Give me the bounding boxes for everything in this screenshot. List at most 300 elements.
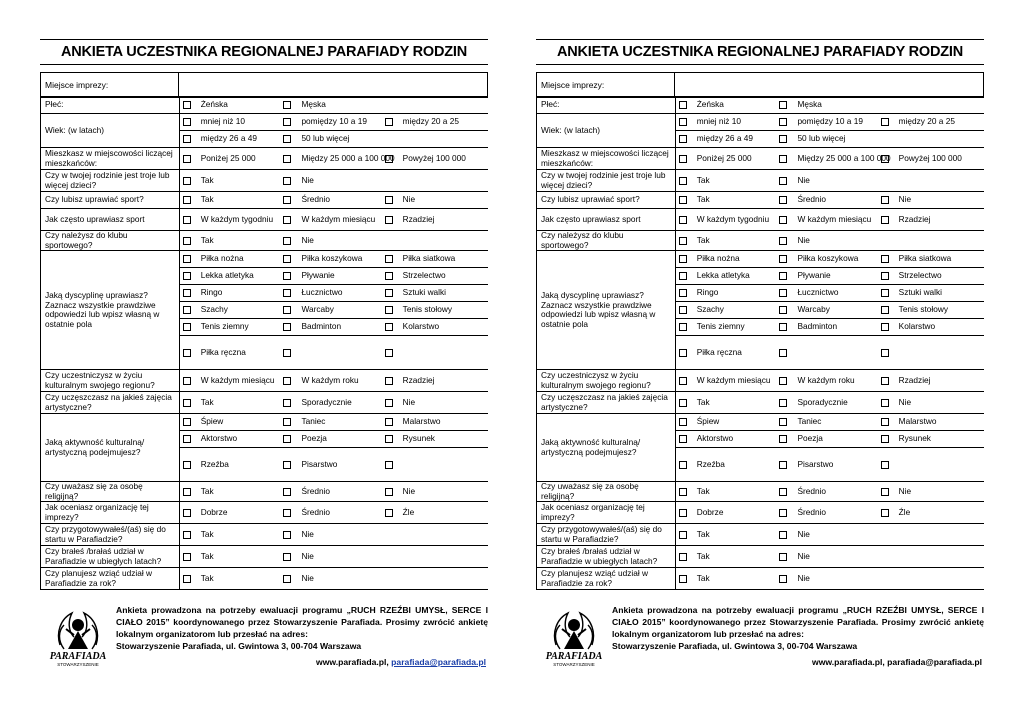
checkbox-icon[interactable] <box>183 196 191 204</box>
checkbox-icon[interactable] <box>283 135 291 143</box>
answer-option <box>179 482 280 502</box>
checkbox-icon[interactable] <box>779 399 787 407</box>
answer-option <box>776 148 891 170</box>
checkbox-icon[interactable] <box>881 196 889 204</box>
checkbox-icon[interactable] <box>183 488 191 496</box>
checkbox-icon[interactable] <box>679 118 687 126</box>
checkbox-icon[interactable] <box>183 575 191 583</box>
answer-option <box>179 414 280 431</box>
question-row <box>41 170 489 192</box>
checkbox-icon[interactable] <box>385 349 393 357</box>
checkbox-icon[interactable] <box>679 531 687 539</box>
checkbox-icon[interactable] <box>183 255 191 263</box>
checkbox-icon[interactable] <box>283 177 291 185</box>
parafiada-logo <box>46 605 110 669</box>
answer-option-label: Tak <box>696 396 710 407</box>
question-label: Czy należysz do klubu sportowego? <box>537 231 676 251</box>
checkbox-icon[interactable] <box>283 418 291 426</box>
answer-option-label: Nie <box>402 194 416 205</box>
checkbox-icon[interactable] <box>183 272 191 280</box>
checkbox-icon[interactable] <box>779 306 787 314</box>
answer-option-label: Średnio <box>797 506 827 517</box>
answer-option <box>776 370 877 392</box>
checkbox-icon[interactable] <box>679 155 687 163</box>
answer-option-label: mniej niż 10 <box>200 116 245 127</box>
answer-option-label: Piłka nożna <box>696 253 740 264</box>
empty-cell <box>878 231 984 251</box>
answer-option <box>382 209 488 231</box>
answer-option-label: Męska <box>301 99 326 110</box>
answer-option-label: Tak <box>200 485 214 496</box>
checkbox-icon[interactable] <box>183 135 191 143</box>
answer-option-label: Tenis stołowy <box>898 304 949 315</box>
answer-option-label: Łucznictwo <box>301 287 343 298</box>
event-place-label: Miejsce imprezy: <box>541 80 605 90</box>
checkbox-icon[interactable] <box>679 135 687 143</box>
checkbox-icon[interactable] <box>679 177 687 185</box>
answer-option-label: 50 lub więcej <box>797 133 846 144</box>
checkbox-icon[interactable] <box>283 553 291 561</box>
checkbox-icon[interactable] <box>779 575 787 583</box>
answer-option-label: Nie <box>797 572 810 583</box>
checkbox-icon[interactable] <box>881 435 889 443</box>
checkbox-icon[interactable] <box>881 488 889 496</box>
question-row <box>537 568 985 590</box>
checkbox-icon[interactable] <box>679 553 687 561</box>
question-label: Czy przygotowywałeś/(aś) się do startu w Parafiadzie? <box>537 524 676 546</box>
answer-option-label: Tak <box>200 234 214 245</box>
answer-option <box>280 97 381 114</box>
checkbox-icon[interactable] <box>385 155 393 163</box>
checkbox-icon[interactable] <box>385 377 393 385</box>
answer-option <box>776 209 877 231</box>
checkbox-icon[interactable] <box>779 461 787 469</box>
answer-option <box>878 285 984 302</box>
answer-option-label: Nie <box>797 234 810 245</box>
checkbox-icon[interactable] <box>385 272 393 280</box>
website-text: www.parafiada.pl, <box>316 657 389 667</box>
checkbox-icon[interactable] <box>881 272 889 280</box>
checkbox-icon[interactable] <box>385 196 393 204</box>
checkbox-icon[interactable] <box>385 418 393 426</box>
answer-option <box>280 209 381 231</box>
answer-option <box>179 148 280 170</box>
footer-address: Stowarzyszenie Parafiada, ul. Gwintowa 3, 00-704 Warszawa <box>612 641 858 651</box>
checkbox-icon[interactable] <box>283 155 291 163</box>
checkbox-icon[interactable] <box>283 289 291 297</box>
answer-option <box>878 482 984 502</box>
answer-option-label: Strzelectwo <box>898 270 942 281</box>
empty-cell <box>382 524 488 546</box>
answer-option-label: Poezja <box>797 433 823 444</box>
answer-option-label: Tak <box>696 550 710 561</box>
checkbox-icon[interactable] <box>183 509 191 517</box>
answer-option <box>179 192 280 209</box>
answer-option <box>776 251 877 268</box>
answer-option <box>776 114 877 131</box>
answer-option-label: pomiędzy 10 a 19 <box>797 116 863 127</box>
answer-option-label: Szachy <box>200 304 228 315</box>
question-label: Mieszkasz w miejscowości liczącej mieszkańców: <box>41 148 180 170</box>
answer-option <box>280 524 381 546</box>
checkbox-icon[interactable] <box>881 255 889 263</box>
checkbox-icon[interactable] <box>385 216 393 224</box>
answer-option-label: Powyżej 100 000 <box>402 152 466 163</box>
checkbox-icon[interactable] <box>183 349 191 357</box>
title-bottom-rule <box>536 64 984 65</box>
answer-option <box>675 302 776 319</box>
checkbox-icon[interactable] <box>779 418 787 426</box>
checkbox-icon[interactable] <box>679 289 687 297</box>
checkbox-icon[interactable] <box>779 237 787 245</box>
checkbox-icon[interactable] <box>779 255 787 263</box>
question-row <box>41 502 489 524</box>
checkbox-icon[interactable] <box>779 289 787 297</box>
checkbox-icon[interactable] <box>283 461 291 469</box>
checkbox-icon[interactable] <box>183 155 191 163</box>
answer-option-label: Taniec <box>797 416 822 427</box>
empty-cell <box>382 546 488 568</box>
checkbox-icon[interactable] <box>679 272 687 280</box>
checkbox-icon[interactable] <box>385 509 393 517</box>
answer-option-label: między 20 a 25 <box>402 116 459 127</box>
answer-option-label: Średnio <box>301 506 331 517</box>
question-label: Czy planujesz wziąć udział w Parafiadzie za rok? <box>537 568 676 590</box>
answer-option <box>776 285 877 302</box>
answer-option <box>878 502 984 524</box>
question-label: Czy planujesz wziąć udział w Parafiadzie za rok? <box>41 568 180 590</box>
checkbox-icon[interactable] <box>283 509 291 517</box>
answer-option-label: Tak <box>696 572 710 583</box>
checkbox-icon[interactable] <box>183 418 191 426</box>
answer-option-label: Tenis ziemny <box>200 321 249 332</box>
answer-option <box>675 285 776 302</box>
checkbox-icon[interactable] <box>283 255 291 263</box>
checkbox-icon[interactable] <box>385 289 393 297</box>
answer-option-label: między 20 a 25 <box>898 116 955 127</box>
answer-option-label: Sporadycznie <box>797 396 848 407</box>
email-text: parafiada@parafiada.pl <box>887 657 982 667</box>
answer-option-label: Pływanie <box>301 270 335 281</box>
answer-option-label: 50 lub więcej <box>301 133 350 144</box>
checkbox-icon[interactable] <box>385 306 393 314</box>
answer-option-label: Nie <box>797 174 810 185</box>
checkbox-icon[interactable] <box>283 377 291 385</box>
checkbox-icon[interactable] <box>679 255 687 263</box>
answer-option-label: Piłka ręczna <box>696 346 742 357</box>
answer-option-label: Pisarstwo <box>797 458 834 469</box>
answer-option <box>179 170 280 192</box>
checkbox-icon[interactable] <box>881 306 889 314</box>
answer-option <box>280 482 381 502</box>
checkbox-icon[interactable] <box>283 399 291 407</box>
checkbox-icon[interactable] <box>881 377 889 385</box>
question-label: Czy lubisz uprawiać sport? <box>41 192 180 209</box>
checkbox-icon[interactable] <box>183 237 191 245</box>
answer-option-label: W każdym roku <box>301 374 359 385</box>
checkbox-icon[interactable] <box>385 255 393 263</box>
checkbox-icon[interactable] <box>779 135 787 143</box>
answer-option <box>878 209 984 231</box>
answer-option <box>675 209 776 231</box>
checkbox-icon[interactable] <box>779 216 787 224</box>
checkbox-icon[interactable] <box>881 509 889 517</box>
question-label: Płeć: <box>537 97 676 114</box>
checkbox-icon[interactable] <box>283 196 291 204</box>
question-row <box>537 148 985 170</box>
question-row <box>537 502 985 524</box>
checkbox-icon[interactable] <box>881 118 889 126</box>
checkbox-icon[interactable] <box>779 349 787 357</box>
checkbox-icon[interactable] <box>679 349 687 357</box>
checkbox-icon[interactable] <box>183 461 191 469</box>
checkbox-icon[interactable] <box>385 323 393 331</box>
checkbox-icon[interactable] <box>779 435 787 443</box>
checkbox-icon[interactable] <box>679 461 687 469</box>
checkbox-icon[interactable] <box>283 272 291 280</box>
answer-option-label: Tak <box>200 174 214 185</box>
contact-line <box>116 656 486 668</box>
answer-option <box>776 414 877 431</box>
checkbox-icon[interactable] <box>779 553 787 561</box>
answer-option-label: Nie <box>301 550 314 561</box>
checkbox-icon[interactable] <box>385 461 393 469</box>
checkbox-icon[interactable] <box>679 488 687 496</box>
checkbox-icon[interactable] <box>283 306 291 314</box>
checkbox-icon[interactable] <box>183 323 191 331</box>
logo-wordmark: PARAFIADA <box>545 651 603 662</box>
answer-option <box>776 336 877 370</box>
checkbox-icon[interactable] <box>881 216 889 224</box>
checkbox-icon[interactable] <box>779 488 787 496</box>
question-row <box>41 370 489 392</box>
answer-option <box>179 336 280 370</box>
answer-option <box>179 131 280 148</box>
checkbox-icon[interactable] <box>283 323 291 331</box>
checkbox-icon[interactable] <box>183 399 191 407</box>
checkbox-icon[interactable] <box>679 323 687 331</box>
answer-option-label: Piłka ręczna <box>200 346 246 357</box>
checkbox-icon[interactable] <box>283 237 291 245</box>
checkbox-icon[interactable] <box>881 399 889 407</box>
answer-option <box>382 431 488 448</box>
survey-table <box>40 96 488 590</box>
answer-option <box>675 414 776 431</box>
answer-option-label: Aktorstwo <box>200 433 238 444</box>
answer-option <box>382 192 488 209</box>
answer-option <box>280 148 395 170</box>
answer-option-label: Poezja <box>301 433 327 444</box>
answer-option <box>382 392 488 414</box>
answer-option <box>878 302 984 319</box>
question-label: Czy uczestniczysz w życiu kulturalnym swojego regionu? <box>537 370 676 392</box>
empty-cell <box>382 131 488 148</box>
logo-subline: STOWARZYSZENIE <box>57 662 99 667</box>
answer-option <box>179 209 280 231</box>
answer-option-label: Piłka siatkowa <box>898 253 952 264</box>
answer-option <box>776 431 877 448</box>
checkbox-icon[interactable] <box>779 155 787 163</box>
answer-option <box>675 482 776 502</box>
answer-option <box>280 568 381 590</box>
checkbox-icon[interactable] <box>779 118 787 126</box>
question-row <box>41 192 489 209</box>
checkbox-icon[interactable] <box>183 531 191 539</box>
answer-option-label: Nie <box>301 572 314 583</box>
answer-option <box>280 370 381 392</box>
checkbox-icon[interactable] <box>679 399 687 407</box>
answer-option <box>382 482 488 502</box>
answer-option <box>776 568 877 590</box>
event-place-field[interactable] <box>40 72 488 98</box>
answer-option <box>179 546 280 568</box>
question-label: Mieszkasz w miejscowości liczącej mieszkańców: <box>537 148 676 170</box>
checkbox-icon[interactable] <box>779 377 787 385</box>
answer-option-label: Malarstwo <box>898 416 937 427</box>
checkbox-icon[interactable] <box>283 531 291 539</box>
checkbox-icon[interactable] <box>283 101 291 109</box>
question-label: Czy uczestniczysz w życiu kulturalnym swojego regionu? <box>41 370 180 392</box>
question-row <box>537 114 985 131</box>
answer-option <box>675 131 776 148</box>
checkbox-icon[interactable] <box>283 435 291 443</box>
checkbox-icon[interactable] <box>183 101 191 109</box>
answer-option <box>878 414 984 431</box>
question-row <box>537 482 985 502</box>
empty-cell <box>878 546 984 568</box>
checkbox-icon[interactable] <box>183 435 191 443</box>
question-row <box>537 546 985 568</box>
answer-option <box>675 448 776 482</box>
answer-option <box>280 502 381 524</box>
checkbox-icon[interactable] <box>283 575 291 583</box>
answer-option-label: Tak <box>200 396 214 407</box>
answer-option <box>280 114 381 131</box>
checkbox-icon[interactable] <box>679 101 687 109</box>
checkbox-icon[interactable] <box>881 155 889 163</box>
checkbox-icon[interactable] <box>881 289 889 297</box>
empty-cell <box>382 170 488 192</box>
checkbox-icon[interactable] <box>183 118 191 126</box>
checkbox-icon[interactable] <box>283 118 291 126</box>
answer-option-label: Lekka atletyka <box>200 270 254 281</box>
checkbox-icon[interactable] <box>679 509 687 517</box>
answer-option-label: Tak <box>696 485 710 496</box>
checkbox-icon[interactable] <box>881 418 889 426</box>
checkbox-icon[interactable] <box>679 196 687 204</box>
question-row <box>537 524 985 546</box>
checkbox-icon[interactable] <box>283 349 291 357</box>
answer-option-label: Tak <box>200 572 214 583</box>
answer-option <box>179 97 280 114</box>
answer-option <box>382 114 488 131</box>
checkbox-icon[interactable] <box>183 377 191 385</box>
checkbox-icon[interactable] <box>385 488 393 496</box>
question-row <box>41 251 489 268</box>
checkbox-icon[interactable] <box>183 306 191 314</box>
survey-title: ANKIETA UCZESTNIKA REGIONALNEJ PARAFIADY RODZIN <box>60 44 467 60</box>
checkbox-icon[interactable] <box>881 323 889 331</box>
question-row <box>41 209 489 231</box>
answer-option-label: Malarstwo <box>402 416 441 427</box>
answer-option <box>382 502 488 524</box>
checkbox-icon[interactable] <box>779 323 787 331</box>
logo-subline: STOWARZYSZENIE <box>553 662 595 667</box>
checkbox-icon[interactable] <box>385 435 393 443</box>
checkbox-icon[interactable] <box>779 196 787 204</box>
checkbox-icon[interactable] <box>779 531 787 539</box>
answer-option <box>675 170 776 192</box>
answer-option <box>280 170 381 192</box>
question-label: Jaką dyscyplinę uprawiasz? Zaznacz wszystkie prawdziwe odpowiedzi lub wpisz własną w ostatnie pola <box>537 251 676 370</box>
answer-option-label: Ringo <box>696 287 719 298</box>
checkbox-icon[interactable] <box>679 237 687 245</box>
answer-option <box>179 431 280 448</box>
checkbox-icon[interactable] <box>779 177 787 185</box>
answer-option <box>179 302 280 319</box>
answer-option-label: Piłka koszykowa <box>301 253 363 264</box>
checkbox-icon[interactable] <box>385 118 393 126</box>
checkbox-icon[interactable] <box>283 216 291 224</box>
answer-option <box>179 114 280 131</box>
checkbox-icon[interactable] <box>183 553 191 561</box>
checkbox-icon[interactable] <box>183 216 191 224</box>
checkbox-icon[interactable] <box>779 509 787 517</box>
checkbox-icon[interactable] <box>881 461 889 469</box>
email-link[interactable]: parafiada@parafiada.pl <box>391 657 486 667</box>
answer-option-label: Nie <box>898 485 912 496</box>
question-row <box>537 192 985 209</box>
checkbox-icon[interactable] <box>779 272 787 280</box>
checkbox-icon[interactable] <box>679 575 687 583</box>
answer-option-label: Aktorstwo <box>696 433 734 444</box>
checkbox-icon[interactable] <box>679 306 687 314</box>
answer-option <box>382 148 488 170</box>
checkbox-icon[interactable] <box>881 349 889 357</box>
answer-option-label: Sztuki walki <box>898 287 943 298</box>
question-label: Jak oceniasz organizację tej imprezy? <box>41 502 180 524</box>
answer-option <box>776 192 877 209</box>
question-row <box>41 231 489 251</box>
checkbox-icon[interactable] <box>283 488 291 496</box>
question-row <box>41 414 489 431</box>
answer-option <box>179 370 280 392</box>
event-place-field[interactable] <box>536 72 984 98</box>
checkbox-icon[interactable] <box>779 101 787 109</box>
answer-option-label: Powyżej 100 000 <box>898 152 962 163</box>
checkbox-icon[interactable] <box>679 418 687 426</box>
answer-option-label: Nie <box>797 528 810 539</box>
checkbox-icon[interactable] <box>679 435 687 443</box>
checkbox-icon[interactable] <box>183 177 191 185</box>
answer-option <box>675 148 776 170</box>
answer-option-label: Szachy <box>696 304 724 315</box>
question-label: Jak oceniasz organizację tej imprezy? <box>537 502 676 524</box>
answer-option <box>179 231 280 251</box>
answer-option-label: Źle <box>898 506 911 517</box>
checkbox-icon[interactable] <box>183 289 191 297</box>
answer-option-label: Tak <box>696 174 710 185</box>
answer-option-label: Badminton <box>301 321 342 332</box>
question-label: Jaką aktywność kulturalną/ artystyczną podejmujesz? <box>41 414 180 482</box>
parafiada-logo <box>542 605 606 669</box>
question-row <box>537 392 985 414</box>
checkbox-icon[interactable] <box>385 399 393 407</box>
checkbox-icon[interactable] <box>679 216 687 224</box>
checkbox-icon[interactable] <box>679 377 687 385</box>
answer-option <box>776 502 877 524</box>
question-label: Czy w twojej rodzinie jest troje lub więcej dzieci? <box>537 170 676 192</box>
